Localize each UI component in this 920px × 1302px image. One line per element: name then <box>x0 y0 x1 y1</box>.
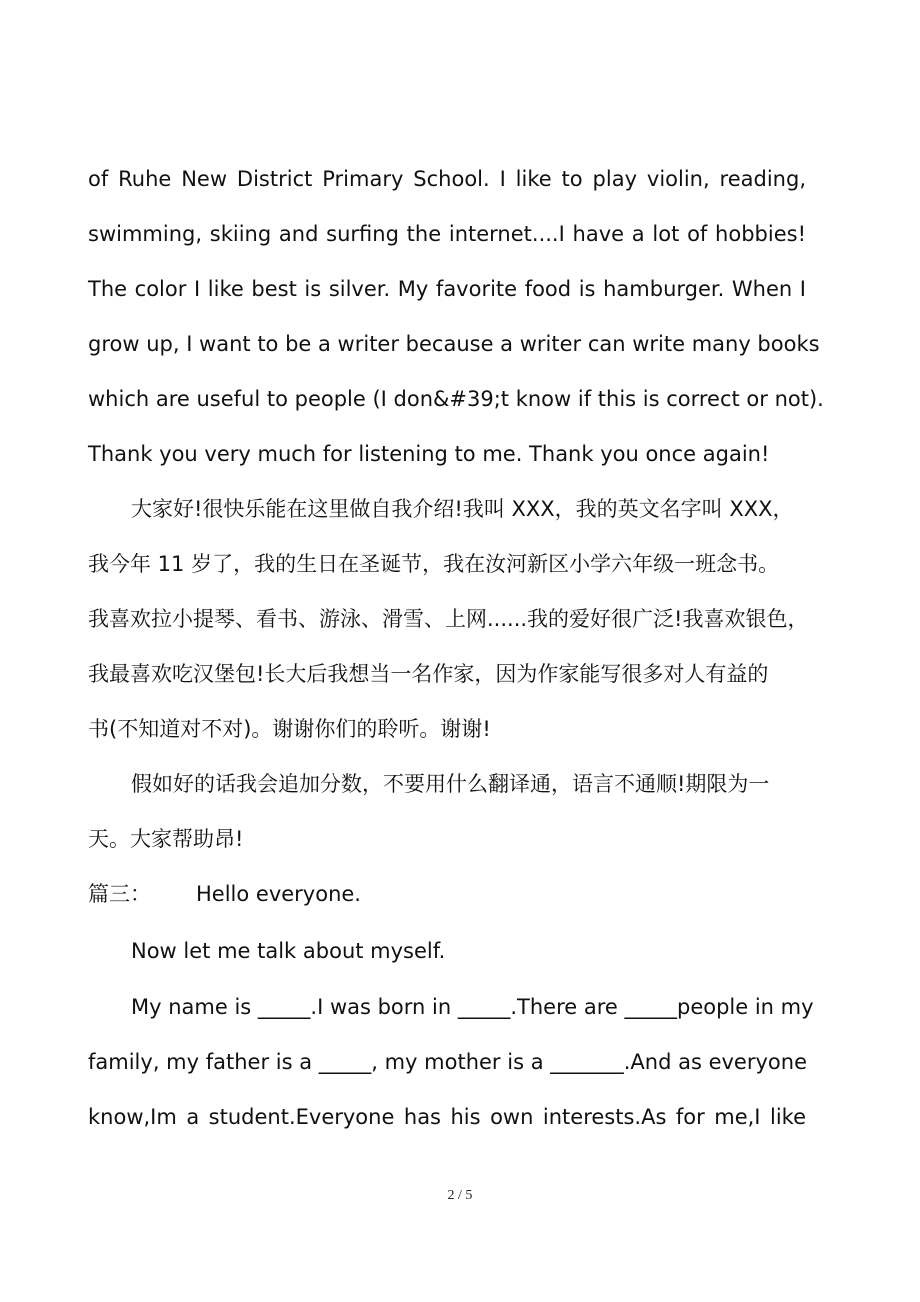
text-line: 我今年 11 岁了，我的生日在圣诞节，我在汝河新区小学六年级一班念书。 <box>88 552 780 576</box>
text-line: The color I like best is silver. My favorite food is hamburger. When I <box>88 277 806 301</box>
text-line: 天。大家帮助昂! <box>88 827 244 851</box>
text-line: swimming, skiing and surfing the internet....I have a lot of hobbies! <box>88 222 806 246</box>
text-line: 我喜欢拉小提琴、看书、游泳、滑雪、上网......我的爱好很广泛!我喜欢银色， <box>88 607 809 631</box>
text-line: 我最喜欢吃汉堡包!长大后我想当一名作家，因为作家能写很多对人有益的 <box>88 662 769 686</box>
section-greeting: Hello everyone. <box>196 882 361 906</box>
text-line: Now let me talk about myself. <box>131 939 446 963</box>
text-line: Thank you very much for listening to me. Thank you once again! <box>88 442 770 466</box>
text-line: My name is _____.I was born in _____.There are _____people in my <box>131 995 814 1019</box>
text-line: 书(不知道对不对)。谢谢你们的聆听。谢谢! <box>88 717 491 741</box>
text-line: 大家好!很快乐能在这里做自我介绍!我叫 XXX，我的英文名字叫 XXX， <box>131 497 794 521</box>
page-number: 2 / 5 <box>447 1188 473 1203</box>
text-line: know,Im a student.Everyone has his own interests.As for me,I like <box>88 1105 806 1129</box>
text-line: family, my father is a _____, my mother is a _______.And as everyone <box>88 1050 807 1074</box>
text-line: grow up, I want to be a writer because a writer can write many books <box>88 332 820 356</box>
text-line: of Ruhe New District Primary School. I like to play violin, reading, <box>88 167 806 191</box>
section-label: 篇三： <box>88 882 151 906</box>
text-line: 假如好的话我会追加分数，不要用什么翻译通，语言不通顺!期限为一 <box>131 772 770 796</box>
text-line: which are useful to people (I don&#39;t know if this is correct or not). <box>88 387 824 411</box>
